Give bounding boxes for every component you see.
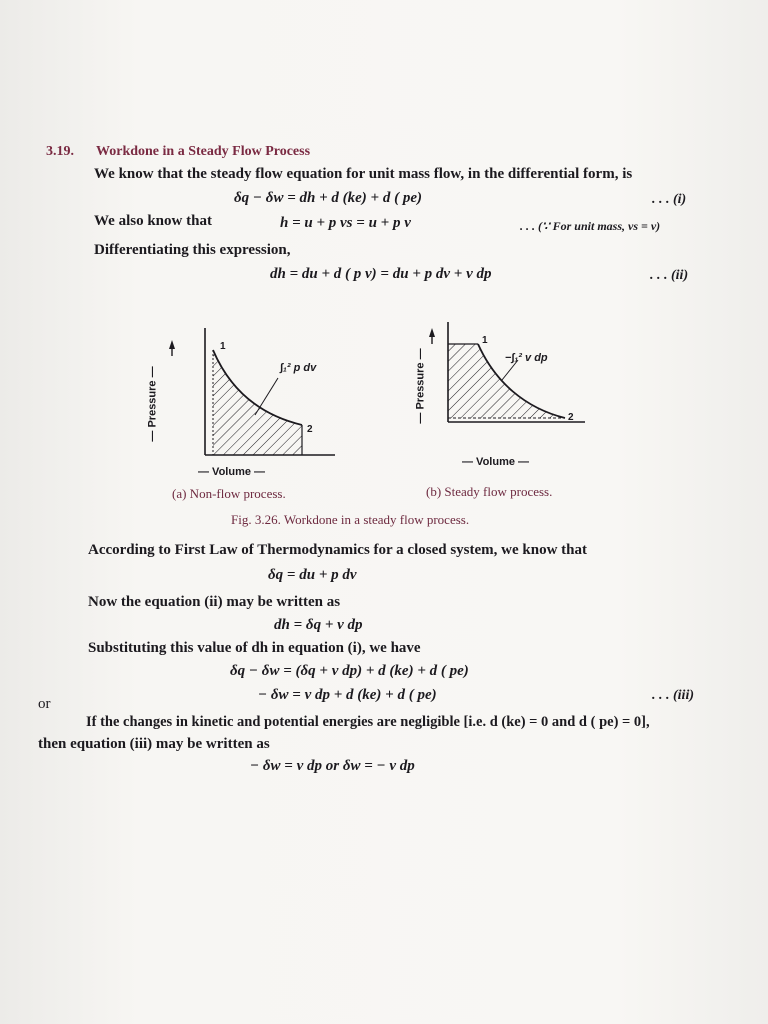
figure-b-point-1: 1 <box>482 335 488 346</box>
figure-a-x-label: — Volume — <box>198 466 266 478</box>
equation-iii-ref: . . . (iii) <box>652 688 694 703</box>
figure-a-point-1: 1 <box>220 341 226 352</box>
figure-a-integral-label: ∫₁² p dv <box>280 362 317 374</box>
figure-b-caption: (b) Steady flow process. <box>426 484 553 499</box>
equation-enthalpy-note: . . . (∵ For unit mass, vs = v) <box>520 219 661 233</box>
equation-enthalpy: h = u + p vs = u + p v <box>280 215 411 231</box>
figure-a-caption: (a) Non-flow process. <box>172 486 286 501</box>
figure-b-integral-label: −∫₁² v dp <box>505 352 548 364</box>
paragraph-then-equation: then equation (iii) may be written as <box>38 736 270 752</box>
equation-ii: dh = du + d ( p v) = du + p dv + v dp <box>270 266 492 282</box>
figure-a-y-label: — Pressure — <box>146 366 159 442</box>
equation-i-ref: . . . (i) <box>652 192 687 207</box>
section-title: Workdone in a Steady Flow Process <box>96 144 311 159</box>
equation-final: − δw = v dp or δw = − v dp <box>250 758 415 774</box>
figure-a-nonflow-diagram <box>150 320 360 485</box>
paragraph-also-know: We also know that <box>94 213 212 229</box>
figure-a-point-2: 2 <box>307 424 313 435</box>
paragraph-steady-flow: We know that the steady flow equation for unit mass flow, in the differential form, is <box>94 166 633 182</box>
paragraph-differentiating: Differentiating this expression, <box>94 242 291 258</box>
paragraph-negligible: If the changes in kinetic and potential energies are negligible [i.e. d (ke) = 0 and d ( pe) = 0], <box>86 714 650 730</box>
equation-iii: − δw = v dp + d (ke) + d ( pe) <box>258 687 437 703</box>
equation-substituted: δq − δw = (δq + v dp) + d (ke) + d ( pe) <box>230 663 469 679</box>
section-number: 3.19. <box>46 144 74 159</box>
paragraph-first-law: According to First Law of Thermodynamics for a closed system, we know that <box>88 542 587 558</box>
figure-b-steady-flow-diagram <box>410 310 610 460</box>
figure-caption: Fig. 3.26. Workdone in a steady flow process. <box>231 512 470 527</box>
equation-ii-ref: . . . (ii) <box>650 268 689 283</box>
paragraph-rewrite-ii: Now the equation (ii) may be written as <box>88 594 341 610</box>
figure-b-point-2: 2 <box>568 412 574 423</box>
paragraph-substituting: Substituting this value of dh in equation (i), we have <box>88 640 421 656</box>
or-label: or <box>38 696 51 712</box>
equation-first-law: δq = du + p dv <box>268 567 357 583</box>
equation-i: δq − δw = dh + d (ke) + d ( pe) <box>234 190 422 206</box>
figure-b-y-label: — Pressure — <box>414 348 427 424</box>
equation-dh: dh = δq + v dp <box>274 617 363 633</box>
figure-b-x-label: — Volume — <box>462 456 530 468</box>
